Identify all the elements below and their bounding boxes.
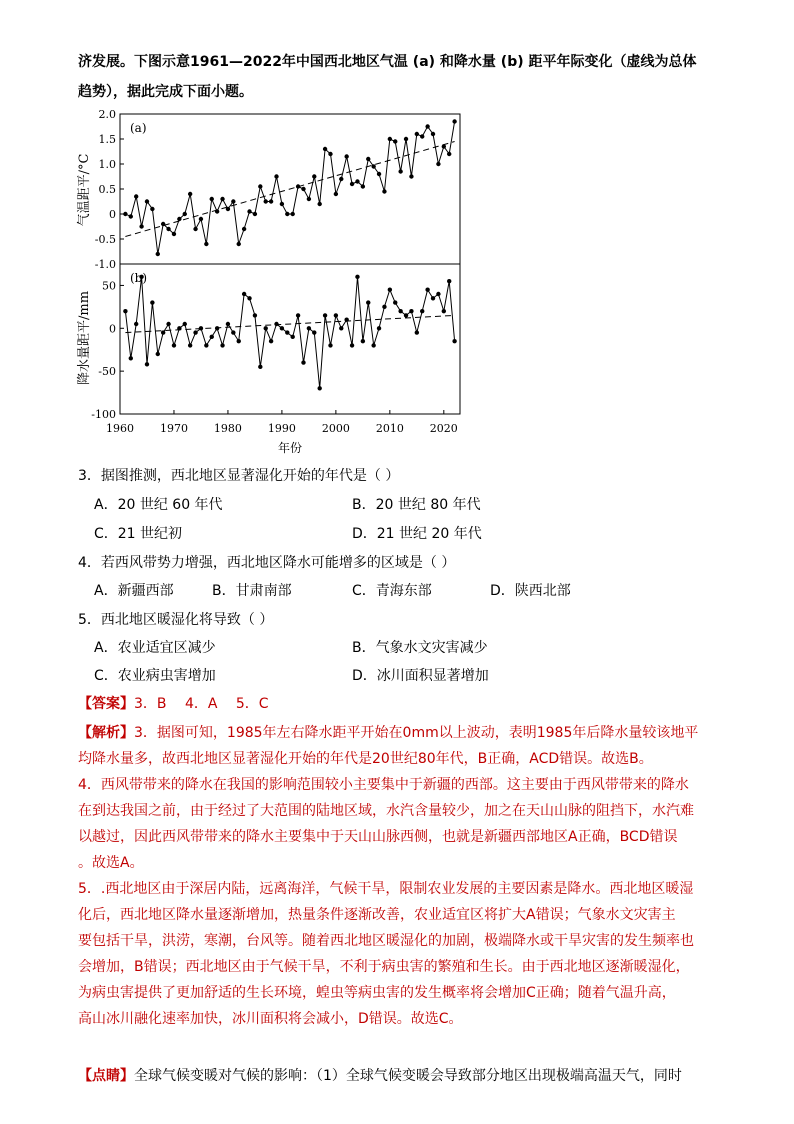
panel-a-data-point: [199, 217, 203, 221]
analysis-p3-line-2: 均降水量多，故西北地区显著湿化开始的年代是20世纪80年代，B正确，ACD错误。故选B。: [78, 751, 653, 767]
panel-a-ytick-label: 0: [109, 208, 116, 221]
panel-a-data-point: [431, 132, 435, 136]
panel-b-data-point: [204, 343, 208, 347]
panel-a-data-point: [210, 197, 214, 201]
panel-a-data-point: [258, 184, 262, 188]
panel-a-data-point: [247, 209, 251, 213]
q4-option-a[interactable]: A．新疆西部: [94, 583, 174, 599]
panel-a-data-point: [317, 202, 321, 206]
panel-b-data-point: [274, 322, 278, 326]
panel-b-data-point: [409, 309, 413, 313]
panel-b-ytick-label: -100: [91, 408, 116, 421]
panel-a-data-point: [398, 169, 402, 173]
panel-a-data-point: [150, 207, 154, 211]
panel-a-ytick-label: -1.0: [94, 258, 116, 271]
panel-b-data-point: [258, 365, 262, 369]
panel-b-data-point: [371, 343, 375, 347]
panel-a-data-point: [307, 197, 311, 201]
panel-a-data-point: [409, 174, 413, 178]
panel-b-data-point: [296, 313, 300, 317]
panel-b-data-point: [361, 339, 365, 343]
intro-line-1: 济发展。下图示意1961—2022年中国西北地区气温 (a) 和降水量 (b) 距平年际变化（虚线为总体: [78, 54, 697, 70]
q4-option-c[interactable]: C．青海东部: [352, 583, 432, 599]
panel-b-data-point: [382, 305, 386, 309]
tip-text: 全球气候变暖对气候的影响：（1）全球气候变暖会导致部分地区出现极端高温天气，同时: [134, 1068, 682, 1084]
analysis-block: [78, 720, 718, 1032]
panel-b-data-point: [425, 288, 429, 292]
panel-b-data-point: [150, 300, 154, 304]
panel-a-ytick-label: 1.0: [98, 158, 116, 171]
panel-b-data-point: [431, 296, 435, 300]
panel-a-data-point: [382, 189, 386, 193]
panel-b-data-point: [210, 335, 214, 339]
panel-a-data-point: [442, 144, 446, 148]
panel-a-data-point: [344, 154, 348, 158]
panel-b-data-point: [123, 309, 127, 313]
panel-a-data-point: [237, 242, 241, 246]
panel-a-data-point: [296, 184, 300, 188]
panel-a-data-point: [264, 199, 268, 203]
panel-a-data-point: [274, 174, 278, 178]
x-axis-label: 年份: [277, 441, 303, 455]
panel-a-ytick-label: 1.5: [98, 133, 116, 146]
panel-a-data-point: [134, 194, 138, 198]
analysis-p3-line-1: 3．据图可知，1985年左右降水距平开始在0mm以上波动，表明1985年后降水量较该地平: [134, 725, 699, 741]
panel-a-data-point: [339, 177, 343, 181]
panel-b: [91, 275, 457, 421]
panel-b-data-point: [215, 326, 219, 330]
q5-option-d[interactable]: D．冰川面积显著增加: [352, 668, 489, 684]
panel-b-data-point: [398, 309, 402, 313]
panel-b-data-point: [231, 330, 235, 334]
q4-stem: 4．若西风带势力增强，西北地区降水可能增多的区域是（ ）: [78, 555, 456, 571]
panel-b-data-point: [237, 339, 241, 343]
panel-b-ytick-label: 0: [109, 322, 116, 336]
panel-b-data-point: [393, 300, 397, 304]
analysis-p5-line-4: 会增加，B错误；西北地区由于气候干旱，不利于病虫害的繁殖和生长。由于西北地区逐渐暖湿化，: [78, 959, 690, 975]
panel-a-data-point: [436, 162, 440, 166]
analysis-p4-line-1: 4．西风带带来的降水在我国的影响范围较小主要集中于新疆的西部。这主要由于西风带带来的降水: [78, 777, 689, 793]
panel-a-data-point: [188, 192, 192, 196]
panel-a-data-point: [334, 192, 338, 196]
q5-option-c[interactable]: C．农业病虫害增加: [94, 668, 216, 684]
panel-b-ytick-label: -50: [98, 365, 116, 379]
q5-option-b[interactable]: B．气象水文灾害减少: [352, 640, 488, 656]
panel-a-data-point: [231, 199, 235, 203]
panel-b-data-point: [253, 313, 257, 317]
panel-a-data-point: [371, 164, 375, 168]
panel-b-data-point: [420, 309, 424, 313]
panel-a-data-point: [123, 212, 127, 216]
panel-a-ytick-label: 0.5: [98, 183, 116, 196]
panel-b-data-point: [323, 313, 327, 317]
climate-chart: [74, 106, 474, 458]
analysis-p5-line-5: 为病虫害提供了更加舒适的生长环境，蝗虫等病虫害的发生概率将会增加C正确；随着气温升高，: [78, 985, 676, 1001]
panel-a-data-point: [145, 199, 149, 203]
panel-a-data-point: [290, 212, 294, 216]
panel-b-data-point: [269, 339, 273, 343]
q5-option-a[interactable]: A．农业适宜区减少: [94, 640, 216, 656]
panel-a-label: (a): [130, 121, 147, 135]
panel-b-data-point: [177, 326, 181, 330]
panel-a-ytick-label: 2.0: [98, 108, 116, 121]
panel-b-data-point: [226, 322, 230, 326]
panel-a-data-point: [301, 187, 305, 191]
panel-b-data-point: [199, 326, 203, 330]
panel-b-data-point: [307, 326, 311, 330]
panel-a-data-point: [242, 227, 246, 231]
panel-b-data-point: [242, 292, 246, 296]
panel-b-data-point: [220, 343, 224, 347]
tip-tag: 【点睛】: [78, 1068, 134, 1084]
panel-b-data-point: [247, 296, 251, 300]
panel-a-data-point: [425, 124, 429, 128]
x-tick-label: 2000: [321, 422, 350, 435]
panel-a-data-point: [139, 224, 143, 228]
x-tick-label: 1970: [159, 422, 188, 435]
panel-b-ytick-label: 50: [102, 279, 116, 293]
panel-a-data-point: [404, 137, 408, 141]
panel-b-data-point: [312, 330, 316, 334]
panel-b-data-point: [355, 275, 359, 279]
q3-option-d[interactable]: D．21 世纪 20 年代: [352, 526, 482, 542]
panel-b-data-point: [447, 279, 451, 283]
panel-b-data-point: [328, 343, 332, 347]
panel-b-data-point: [193, 330, 197, 334]
panel-b-data-point: [166, 322, 170, 326]
panel-a-data-point: [377, 172, 381, 176]
answer-line: [78, 694, 269, 714]
tip-line: [78, 1066, 682, 1086]
panel-b-data-point: [436, 292, 440, 296]
panel-b-data-point: [404, 313, 408, 317]
panel-a-data-point: [420, 134, 424, 138]
panel-a-data-point: [285, 212, 289, 216]
x-tick-label: 2020: [429, 422, 458, 435]
panel-a-data-point: [280, 202, 284, 206]
panel-b-data-point: [172, 343, 176, 347]
panel-b-data-point: [452, 339, 456, 343]
q4-option-d[interactable]: D．陕西北部: [490, 583, 571, 599]
panel-a-data-point: [355, 179, 359, 183]
analysis-p5-line-2: 化后，西北地区降水量逐渐增加，热量条件逐渐改善，农业适宜区将扩大A错误；气象水文灾害主: [78, 907, 676, 923]
panel-a-data-point: [156, 252, 160, 256]
panel-a-data-point: [415, 132, 419, 136]
panel-b-data-point: [161, 330, 165, 334]
panel-b-data-point: [442, 309, 446, 313]
q5-stem: 5．西北地区暖湿化将导致（ ）: [78, 612, 274, 628]
panel-a-data-point: [183, 212, 187, 216]
panel-a-data-point: [177, 217, 181, 221]
panel-b-data-point: [264, 326, 268, 330]
panel-a-trend-line: [125, 142, 454, 237]
panel-a-ylabel: 气温距平/°C: [77, 153, 92, 227]
panel-b-series-line: [125, 277, 454, 388]
panel-b-label: (b): [130, 271, 148, 285]
panel-a-data-point: [447, 152, 451, 156]
panel-a-data-point: [220, 197, 224, 201]
panel-b-data-point: [188, 343, 192, 347]
panel-b-data-point: [134, 322, 138, 326]
panel-a: [95, 108, 457, 271]
panel-a-data-point: [161, 222, 165, 226]
panel-b-data-point: [156, 352, 160, 356]
panel-b-data-point: [290, 335, 294, 339]
answer-text: 3．B 4．A 5．C: [134, 696, 269, 712]
panel-b-data-point: [388, 288, 392, 292]
panel-a-data-point: [193, 227, 197, 231]
q3-option-b[interactable]: B．20 世纪 80 年代: [352, 497, 481, 513]
analysis-p4-line-2: 在到达我国之前，由于经过了大范围的陆地区域，水汽含量较少，加之在天山山脉的阻挡下，水汽难: [78, 803, 694, 819]
panel-a-data-point: [312, 174, 316, 178]
analysis-p4-line-4: 。故选A。: [78, 855, 144, 871]
q4-option-b[interactable]: B．甘肃南部: [212, 583, 292, 599]
panel-a-data-point: [172, 232, 176, 236]
panel-a-data-point: [323, 147, 327, 151]
panel-a-data-point: [269, 199, 273, 203]
analysis-p5-line-1: 5．.西北地区由于深居内陆，远离海洋，气候干旱，限制农业发展的主要因素是降水。西北地区暖湿: [78, 881, 694, 897]
panel-a-data-point: [215, 209, 219, 213]
intro-line-2: 趋势），据此完成下面小题。: [78, 84, 253, 100]
panel-a-data-point: [129, 214, 133, 218]
panel-a-data-point: [204, 242, 208, 246]
analysis-tag: 【解析】: [78, 725, 134, 741]
answer-tag: 【答案】: [78, 696, 134, 712]
panel-b-trend-line: [125, 315, 454, 332]
q3-option-a[interactable]: A．20 世纪 60 年代: [94, 497, 223, 513]
panel-b-data-point: [301, 360, 305, 364]
panel-b-frame: [120, 264, 460, 414]
x-tick-label: 1980: [213, 422, 242, 435]
panel-a-data-point: [328, 152, 332, 156]
panel-b-data-point: [280, 326, 284, 330]
panel-a-data-point: [226, 207, 230, 211]
panel-b-data-point: [317, 386, 321, 390]
panel-a-data-point: [452, 119, 456, 123]
panel-b-data-point: [377, 326, 381, 330]
panel-a-data-point: [166, 227, 170, 231]
panel-b-data-point: [344, 318, 348, 322]
panel-a-data-point: [366, 157, 370, 161]
panel-b-data-point: [145, 362, 149, 366]
panel-b-data-point: [183, 322, 187, 326]
panel-b-data-point: [339, 326, 343, 330]
x-tick-label: 2010: [375, 422, 404, 435]
panel-b-data-point: [334, 313, 338, 317]
panel-b-data-point: [129, 356, 133, 360]
x-tick-label: 1960: [106, 422, 134, 435]
panel-b-data-point: [350, 343, 354, 347]
panel-b-data-point: [366, 300, 370, 304]
panel-a-data-point: [388, 137, 392, 141]
panel-a-data-point: [393, 139, 397, 143]
analysis-p5-line-6: 高山冰川融化速率加快，冰川面积将会减小，D错误。故选C。: [78, 1011, 463, 1027]
panel-a-data-point: [253, 212, 257, 216]
panel-b-data-point: [285, 330, 289, 334]
q3-option-c[interactable]: C．21 世纪初: [94, 526, 183, 542]
analysis-p5-line-3: 要包括干旱，洪涝，寒潮，台风等。随着西北地区暖湿化的加剧，极端降水或干旱灾害的发生频率也: [78, 933, 694, 949]
panel-b-data-point: [415, 330, 419, 334]
x-tick-label: 1990: [267, 422, 296, 435]
q3-stem: 3．据图推测，西北地区显著湿化开始的年代是（ ）: [78, 468, 400, 484]
analysis-p4-line-3: 以越过，因此西风带带来的降水主要集中于天山山脉西侧，也就是新疆西部地区A正确，BCD错误: [78, 829, 678, 845]
panel-b-ylabel: 降水量距平/mm: [77, 290, 92, 386]
panel-a-data-point: [350, 182, 354, 186]
panel-a-data-point: [361, 184, 365, 188]
panel-a-ytick-label: -0.5: [94, 233, 116, 246]
